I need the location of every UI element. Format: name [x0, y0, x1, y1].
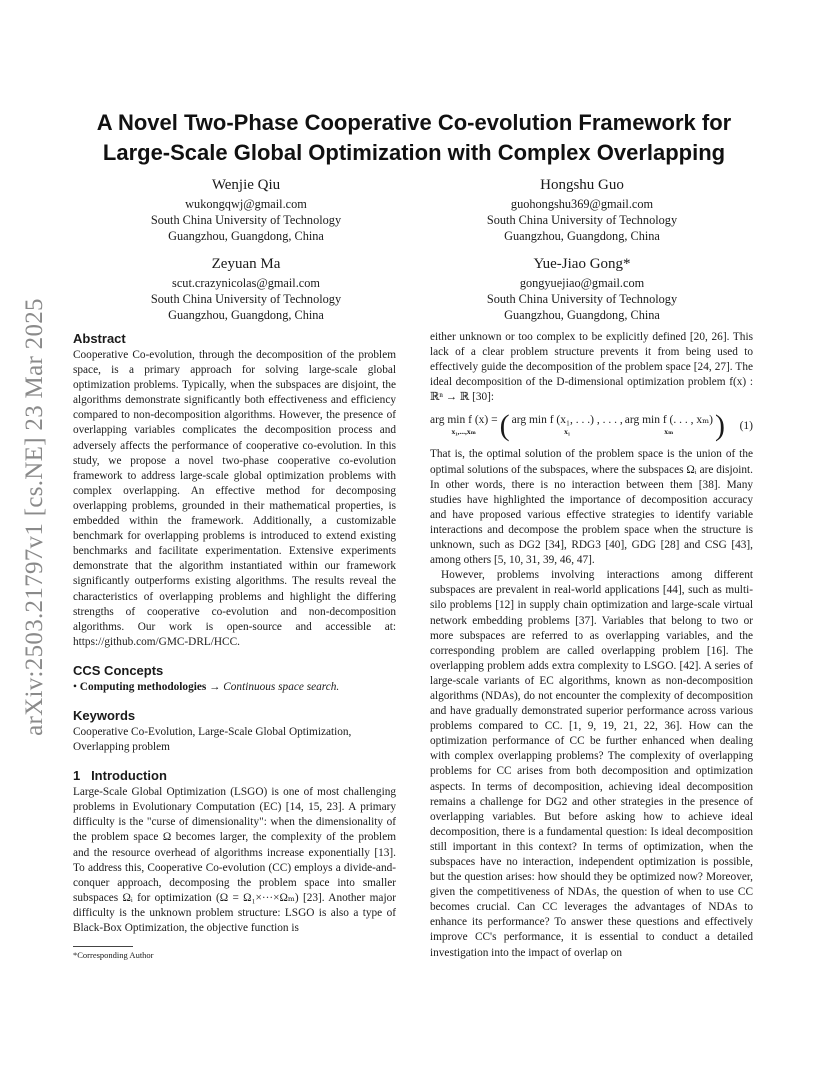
author-name: Zeyuan Ma — [211, 256, 281, 272]
ccs-heading: CCS Concepts — [73, 662, 164, 678]
author-affiliation: South China University of Technology — [150, 213, 342, 227]
eq-term-1 — [512, 415, 623, 437]
ccs-category: Computing methodologies — [79, 680, 207, 693]
ccs-concepts — [73, 680, 396, 695]
author-block — [432, 254, 732, 323]
ccs-bullet: • — [73, 680, 77, 693]
author-affiliation: South China University of Technology — [150, 292, 342, 306]
author-location: Guangzhou, Guangdong, China — [168, 308, 324, 322]
eq-term-1-op: arg min f (x₁, . . .) , . . . , — [511, 414, 623, 427]
right-paragraph-3: However, problems involving interactions among different subspaces are prevalent in real-world applications [44], such as multi-silo problems [12] in supply chain optimization and large-scale virtual network embedding problems [37]. Variables that belong to two or more subspaces are referred to as overlapping variables, and the corresponding problem are called overlapping problem [16]. The overlapping problem adds extra complexity to LSGO. [42]. A series of large-scale variants of EC algorithms, known as non-decomposition algorithms (NDAs), do not encounter the complexity of decomposition and have gradually demonstrated superior performance across various problems compared to CC. [1, 9, 19, 21, 22, 36]. How can the optimization performance of CC be further enhanced when dealing with complex overlapping problems? The complexity of overlapping problems for CC arises from both decomposition and optimization aspects. In terms of decomposition, achieving ideal decomposition remains a challenge for DG2 and other strategies in the presence of overlapping variables. But before asking how to achieve ideal decomposition, there is a fundamental question: Is ideal decomposition still important in this context? In terms of optimization, when the subspaces have no interaction, independent optimization is possible, but the question arises: how should they be optimized now? Moreover, given the competitiveness of NDAs, the question of when to use CC becomes crucial. Can CC leverages the advantages of NDAs to enhance its performance? To answer these questions and effectively improve CC's performance, it is essential to conduct a detailed investigation into the impact of overlap on — [430, 569, 753, 959]
equation-body — [430, 411, 725, 441]
left-column — [73, 330, 396, 961]
introduction-heading: 1 Introduction — [73, 768, 167, 784]
eq-term-2-op: arg min f (. . . , xₘ) — [624, 414, 714, 427]
ccs-concept: Continuous space search. — [223, 680, 340, 693]
author-affiliation: South China University of Technology — [486, 292, 678, 306]
eq-term-2-sub: xₘ — [664, 427, 674, 437]
arxiv-stamp — [22, 272, 48, 762]
author-block — [96, 175, 396, 244]
author-email: gongyuejiao@gmail.com — [519, 276, 645, 290]
title-line-1: A Novel Two-Phase Cooperative Co-evolution Framework for — [96, 110, 732, 135]
author-block — [96, 254, 396, 323]
equation-number: (1) — [739, 419, 753, 432]
author-email: wukongqwj@gmail.com — [185, 197, 307, 211]
eq-term-2 — [625, 415, 713, 437]
keywords-heading: Keywords — [73, 707, 136, 723]
eq-term-1-sub: x₁ — [564, 427, 571, 437]
abstract-text: Cooperative Co-evolution, through the decomposition of the problem space, is a primary approach for solving large-scale global optimization problems. Typically, when the subspaces are disjoint, the algorithms demonstrate significantly both effectiveness and efficiency compared to non-decomposition algorithms. However, the presence of overlapping variables complicates the decomposition process and adversely affects the performance of cooperative co-evolution. In this study, we propose a novel two-phase cooperative co-evolution framework to address large-scale global optimization problems with complex overlapping. An effective method for decomposing overlapping problems, grounded in their mathematical properties, is embedded within the framework. Additionally, a customizable benchmark for overlapping problems is introduced to extend existing benchmarks and facilitate experimentation. Extensive experiments demonstrate that the algorithm instantiated within our framework significantly outperforms existing algorithms. The results reveal the characteristics of overlapping problems and highlight the differing strengths of cooperative co-evolution and non-decomposition algorithms. Our work is open-source and accessible at: https://github.com/GMC-DRL/HCC. — [73, 349, 396, 648]
author-location: Guangzhou, Guangdong, China — [504, 308, 660, 322]
author-name: Wenjie Qiu — [211, 177, 281, 193]
author-location: Guangzhou, Guangdong, China — [504, 229, 660, 243]
paper-title — [80, 108, 748, 168]
keywords-text: Cooperative Co-Evolution, Large-Scale Global Optimization, Overlapping problem — [73, 725, 352, 754]
author-email: scut.crazynicolas@gmail.com — [172, 276, 320, 290]
ccs-arrow: → — [209, 680, 221, 693]
arxiv-stamp-text: arXiv:2503.21797v1 [cs.NE] 23 Mar 2025 — [21, 298, 48, 736]
eq-lhs — [430, 415, 498, 437]
footnote-rule — [73, 946, 133, 947]
abstract-heading: Abstract — [73, 331, 126, 346]
right-paragraph-1: either unknown or too complex to be explicitly defined [20, 26]. This lack of a clear problem structure prevents it from being used to effectively guide the decomposition of the problem space [24, 27]. The ideal decomposition of the D-dimensional optimization problem f(x) : ℝⁿ → ℝ [30]: — [430, 331, 753, 404]
right-paren-icon: ) — [715, 409, 726, 443]
eq-lhs-op: arg min f (x) = — [430, 414, 498, 427]
footnote: *Corresponding Author — [73, 950, 154, 961]
title-line-2: Large-Scale Global Optimization with Complex Overlapping — [102, 140, 726, 165]
eq-lhs-sub: x₁,...,xₘ — [451, 427, 477, 437]
author-block — [432, 175, 732, 244]
introduction-text: Large-Scale Global Optimization (LSGO) is one of most challenging problems in Evolutionary Computation (EC) [14, 15, 23]. A primary difficulty is the "curse of dimensionality": when the dimensionality of the problem space Ω becomes larger, the complexity of the problem and the resource overhead of algorithms increase exponentially [13]. To address this, Cooperative Co-evolution (CC) employs a divide-and-conquer approach, decomposing the problem space into smaller subspaces Ωᵢ for optimization (Ω = Ω₁×···×Ωₘ) [23]. Another major difficulty is the unknown problem structure: LSGO is also a type of Black-Box Optimization, the objective function is — [73, 786, 396, 934]
author-email: guohongshu369@gmail.com — [510, 197, 654, 211]
equation-1 — [430, 405, 753, 447]
author-name: Hongshu Guo — [540, 177, 624, 193]
author-affiliation: South China University of Technology — [486, 213, 678, 227]
author-name: Yue-Jiao Gong* — [533, 256, 631, 272]
right-paragraph-2: That is, the optimal solution of the problem space is the union of the optimal solutions of the subspaces, where the subspaces Ωᵢ are disjoint. In other words, there is no interaction between them [38]. Many studies have highlighted the importance of decomposition accuracy and have proposed various effective strategies to identify variable interactions and decompose the problem space when the structure is unknown, such as DG2 [34], RDG3 [40], GDG [28] and CSG [43], among others [5, 10, 31, 39, 46, 47]. — [430, 448, 753, 567]
right-column — [430, 330, 753, 961]
author-location: Guangzhou, Guangdong, China — [168, 229, 324, 243]
left-paren-icon: ( — [499, 409, 510, 443]
